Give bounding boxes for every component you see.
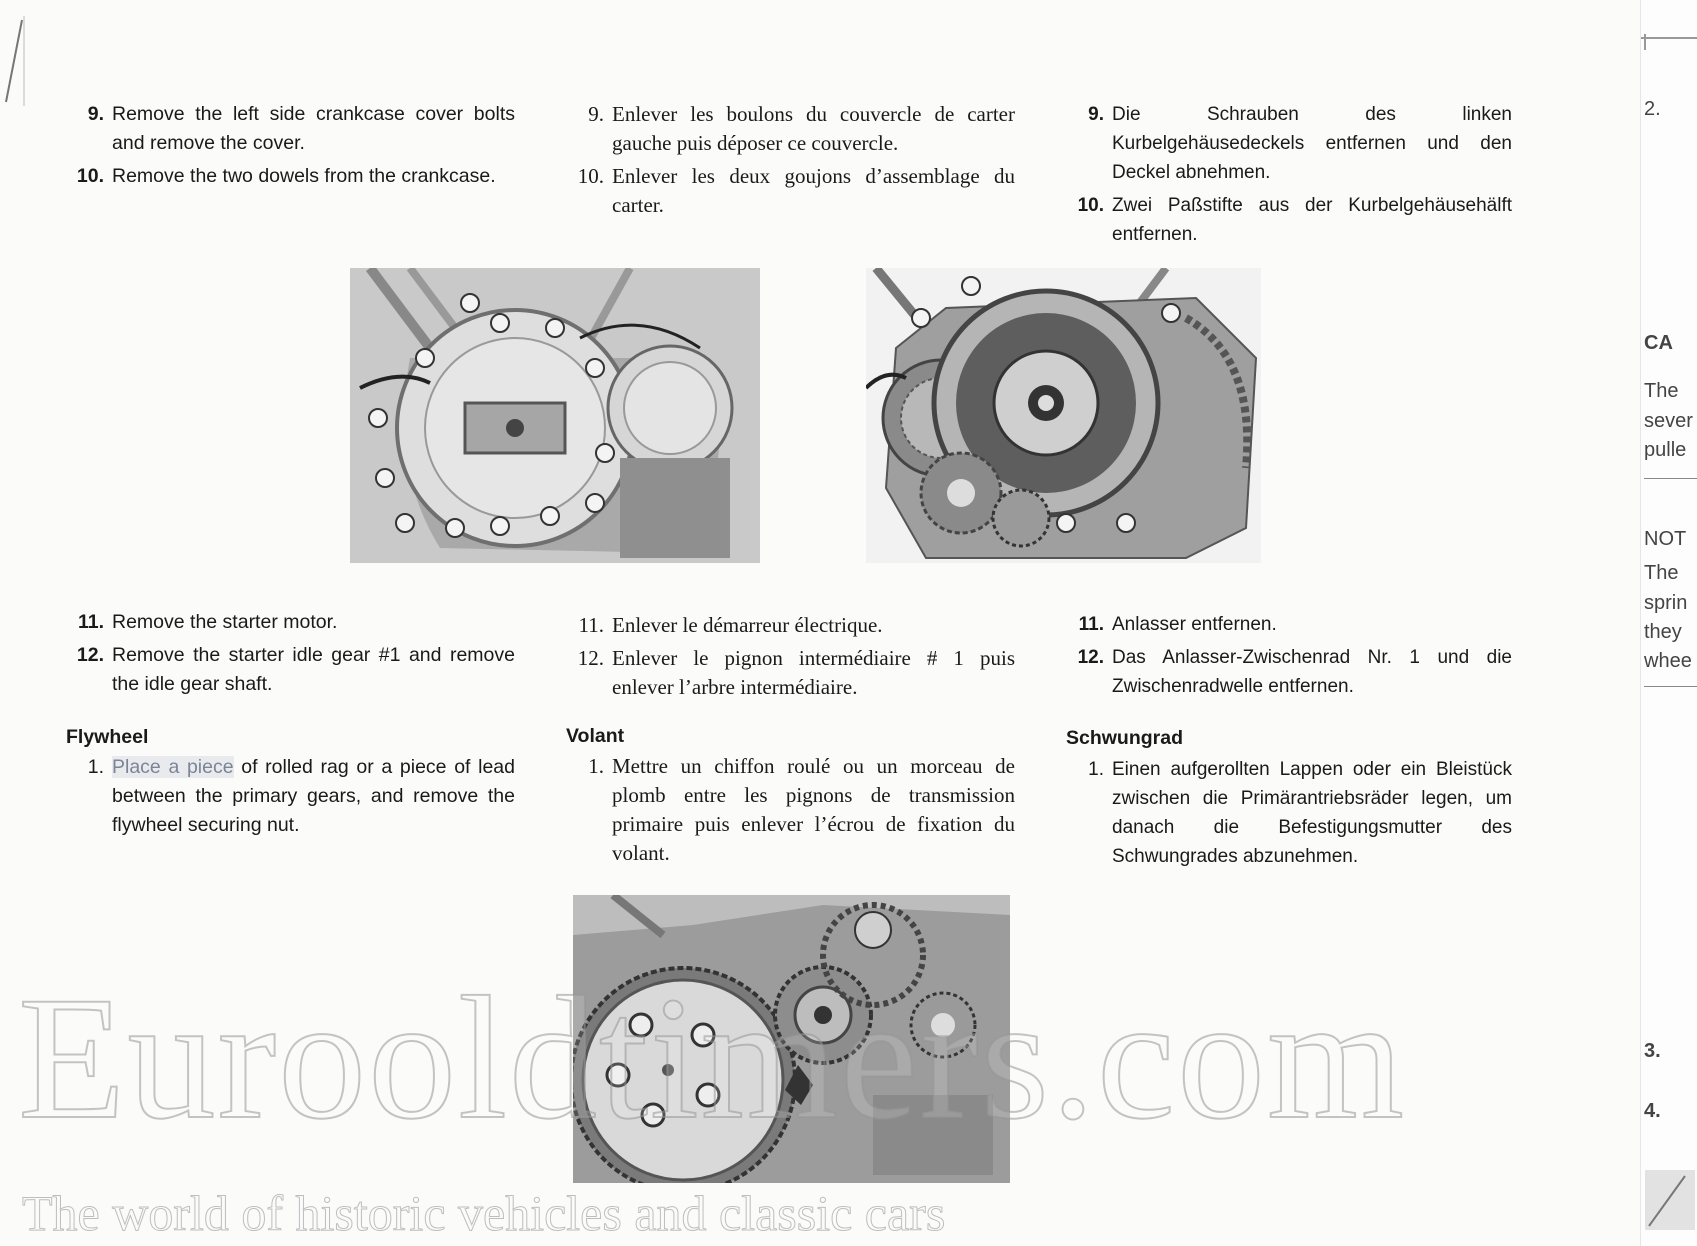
english-flywheel-steps [60, 753, 515, 844]
next-page-text-the-2: The [1644, 562, 1679, 584]
next-page-text-sever: sever [1644, 410, 1693, 432]
german-step-9 [1060, 100, 1512, 187]
french-steps-11-12 [560, 611, 1015, 706]
next-page-item-3: 3. [1644, 1040, 1661, 1062]
step-number: 9. [1088, 104, 1104, 125]
english-steps-9-10 [60, 100, 515, 195]
highlighted-text[interactable]: Place a piece [112, 756, 234, 778]
step-number: 12. [76, 644, 104, 666]
german-schwungrad-step-1 [1060, 755, 1512, 871]
french-step-9 [560, 100, 1015, 158]
step-number: 12. [577, 646, 604, 670]
german-steps-9-10 [1060, 100, 1512, 253]
next-page-rule [1644, 686, 1697, 687]
step-text: Enlever les boulons du couvercle de carter gauche puis déposer ce couvercle. [612, 102, 1015, 155]
step-text: Einen aufgerollten Lappen oder ein Bleistück zwischen die Primärantriebsräder legen, um danach die Befestigungsmutter des Schwungrades abzunehmen. [1112, 759, 1512, 867]
german-step-12 [1060, 643, 1512, 701]
step-number: 1. [87, 756, 104, 778]
german-steps-11-12 [1060, 610, 1512, 705]
step-text: Remove the left side crankcase cover bolts and remove the cover. [112, 103, 515, 154]
next-page-caution: CA [1644, 332, 1673, 354]
next-page-text-whee: whee [1644, 650, 1692, 672]
step-text: Zwei Paßstifte aus der Kurbelgehäusehälft entfernen. [1112, 195, 1512, 245]
german-schwungrad-steps [1060, 755, 1512, 875]
french-volant-step-1 [560, 752, 1015, 868]
french-step-10 [560, 162, 1015, 220]
step-number: 10. [76, 165, 104, 187]
english-flywheel-heading: Flywheel [66, 726, 149, 748]
english-step-10 [60, 162, 515, 191]
english-step-9 [60, 100, 515, 158]
french-volant-heading: Volant [566, 725, 625, 747]
step-text [112, 753, 515, 840]
next-page-note: NOT [1644, 528, 1687, 550]
next-page-text-they: they [1644, 621, 1682, 643]
step-text: Enlever le démarreur électrique. [612, 613, 883, 637]
adjacent-page-edge [1640, 0, 1697, 1246]
step-number: 10. [1077, 195, 1104, 216]
watermark-brand: Eurooldtimers.com [18, 961, 1406, 1156]
french-step-11 [560, 611, 1015, 640]
german-step-11 [1060, 610, 1512, 639]
step-text: Die Schrauben des linken Kurbelgehäusedeckels entfernen und den Deckel abnehmen. [1112, 104, 1512, 183]
german-schwungrad-heading: Schwungrad [1066, 727, 1184, 749]
watermark-tagline: The world of historic vehicles and classic cars [22, 1185, 946, 1241]
photo-flywheel-exposed [866, 268, 1261, 563]
step-number: 1. [1088, 759, 1104, 780]
step-text: Enlever les deux goujons d’assemblage du carter. [612, 164, 1015, 217]
step-text: Remove the two dowels from the crankcase. [112, 165, 496, 187]
english-step-12 [60, 641, 515, 699]
step-text: Remove the starter idle gear #1 and remove the idle gear shaft. [112, 644, 515, 695]
german-step-10 [1060, 191, 1512, 249]
page-corner-icon [1645, 1170, 1695, 1230]
step-text: Remove the starter motor. [112, 611, 338, 633]
english-flywheel-step-1 [60, 753, 515, 840]
step-text-rest: of rolled rag or a piece of lead between the primary gears, and remove the flywheel securing nut. [112, 756, 515, 836]
step-text: Anlasser entfernen. [1112, 614, 1277, 635]
page-corner-mark [0, 16, 26, 106]
next-page-text-the: The [1644, 380, 1679, 402]
english-step-11 [60, 608, 515, 637]
next-page-item-4: 4. [1644, 1100, 1661, 1122]
step-text: Das Anlasser-Zwischenrad Nr. 1 und die Zwischenradwelle entfernen. [1112, 647, 1512, 697]
step-text: Mettre un chiffon roulé ou un morceau de plomb entre les pignons de transmission primaire puis enlever l’écrou de fixation du volant. [612, 754, 1015, 865]
step-number: 9. [87, 103, 104, 125]
step-number: 9. [588, 102, 604, 126]
next-page-item-2: 2. [1644, 98, 1661, 120]
next-page-text-pulle: pulle [1644, 439, 1687, 461]
french-steps-9-10 [560, 100, 1015, 224]
french-volant-steps [560, 752, 1015, 872]
page-edge-mark-icon [1641, 30, 1697, 100]
step-number: 10. [577, 164, 604, 188]
step-number: 11. [578, 613, 604, 637]
step-number: 1. [588, 754, 604, 778]
step-number: 11. [1078, 614, 1104, 635]
english-steps-11-12 [60, 608, 515, 703]
next-page-text-sprin: sprin [1644, 592, 1688, 614]
next-page-rule [1644, 478, 1697, 479]
step-number: 12. [1077, 647, 1104, 668]
photo-crankcase-cover-bolts [350, 268, 760, 563]
french-step-12 [560, 644, 1015, 702]
step-text: Enlever le pignon intermédiaire # 1 puis enlever l’arbre intermédiaire. [612, 646, 1015, 699]
step-number: 11. [77, 611, 104, 633]
